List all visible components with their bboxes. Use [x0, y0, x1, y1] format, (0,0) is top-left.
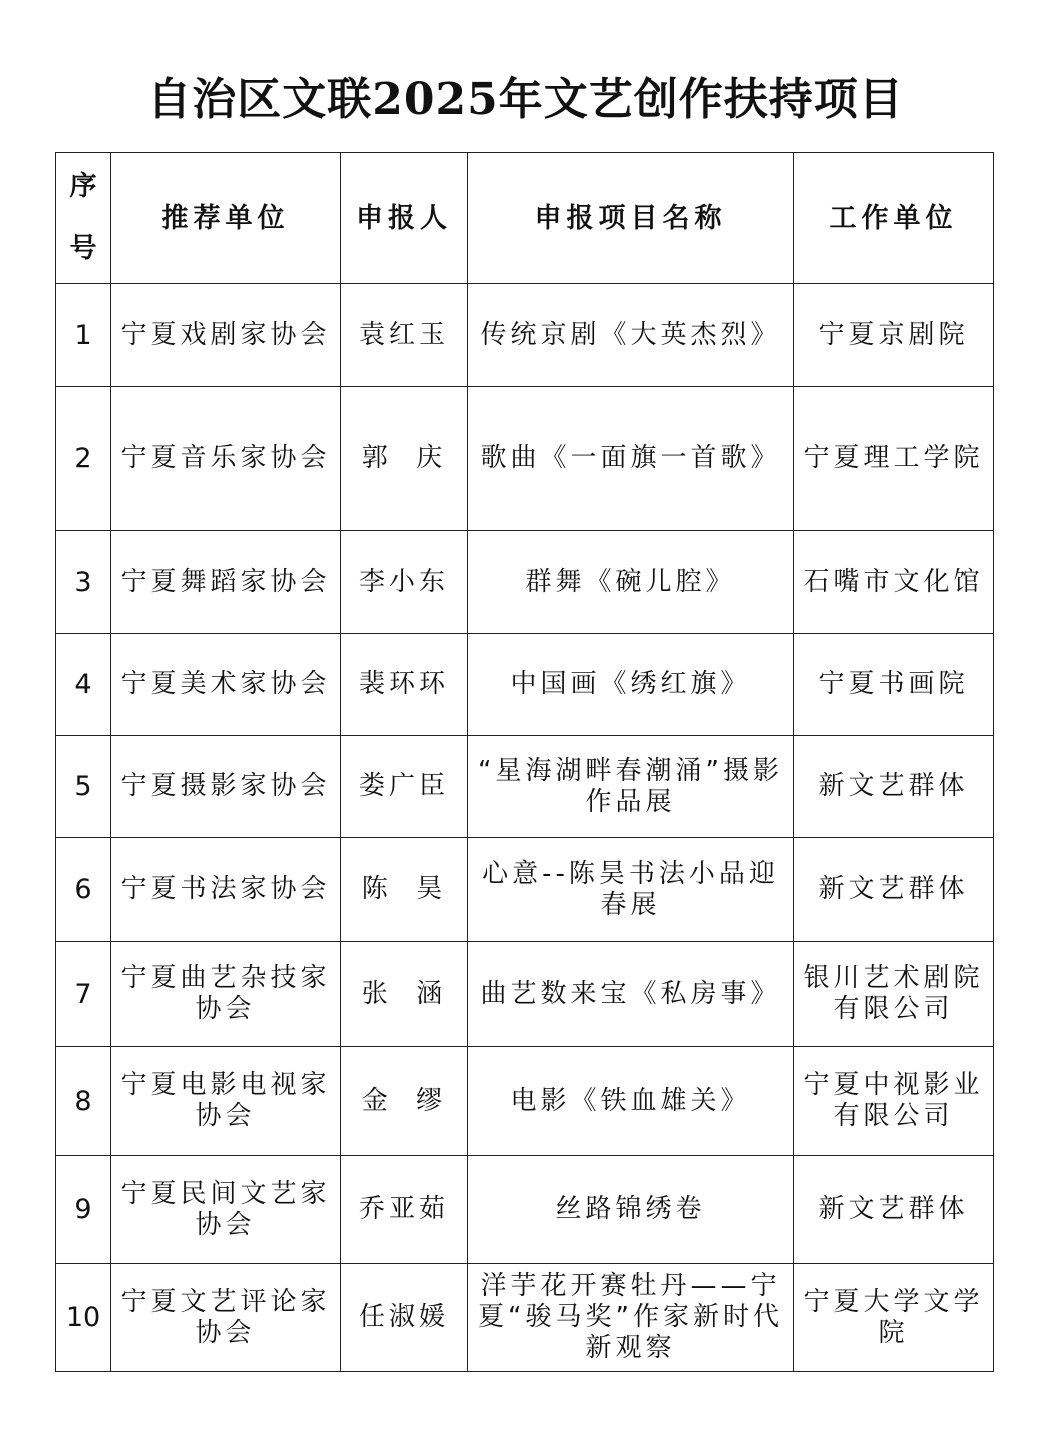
row-workplace: 宁夏理工学院 — [794, 387, 994, 531]
row-project: 洋芋花开赛牡丹——宁夏“骏马奖”作家新时代新观察 — [468, 1264, 794, 1372]
row-applicant: 任淑媛 — [341, 1264, 468, 1372]
row-index: 8 — [56, 1047, 111, 1156]
row-workplace: 宁夏京剧院 — [794, 284, 994, 387]
row-recommender: 宁夏美术家协会 — [111, 634, 341, 736]
row-applicant: 娄广臣 — [341, 736, 468, 838]
row-workplace: 新文艺群体 — [794, 838, 994, 942]
row-index: 9 — [56, 1156, 111, 1264]
table-row — [56, 387, 994, 531]
row-index: 1 — [56, 284, 111, 387]
row-recommender: 宁夏电影电视家协会 — [111, 1047, 341, 1156]
row-project: 传统京剧《大英杰烈》 — [468, 284, 794, 387]
row-applicant: 李小东 — [341, 531, 468, 634]
row-index: 3 — [56, 531, 111, 634]
table-row — [56, 1264, 994, 1372]
row-recommender: 宁夏戏剧家协会 — [111, 284, 341, 387]
table-row — [56, 1047, 994, 1156]
row-project: “星海湖畔春潮涌”摄影作品展 — [468, 736, 794, 838]
header-applicant: 申报人 — [341, 153, 468, 284]
header-project: 申报项目名称 — [468, 153, 794, 284]
row-project: 电影《铁血雄关》 — [468, 1047, 794, 1156]
row-workplace: 宁夏大学文学院 — [794, 1264, 994, 1372]
row-applicant: 乔亚茹 — [341, 1156, 468, 1264]
header-workplace: 工作单位 — [794, 153, 994, 284]
header-index: 序号 — [56, 153, 111, 284]
row-workplace: 宁夏中视影业有限公司 — [794, 1047, 994, 1156]
row-applicant: 郭 庆 — [341, 387, 468, 531]
table-row — [56, 284, 994, 387]
row-recommender: 宁夏音乐家协会 — [111, 387, 341, 531]
row-recommender: 宁夏曲艺杂技家协会 — [111, 942, 341, 1047]
table-row — [56, 634, 994, 736]
row-index: 2 — [56, 387, 111, 531]
page-title: 自治区文联2025年文艺创作扶持项目 — [147, 74, 904, 125]
row-project: 歌曲《一面旗一首歌》 — [468, 387, 794, 531]
row-applicant: 裴环环 — [341, 634, 468, 736]
row-project: 丝路锦绣卷 — [468, 1156, 794, 1264]
row-applicant: 张 涵 — [341, 942, 468, 1047]
row-project: 群舞《碗儿腔》 — [468, 531, 794, 634]
row-recommender: 宁夏舞蹈家协会 — [111, 531, 341, 634]
row-project: 心意--陈昊书法小品迎春展 — [468, 838, 794, 942]
table-row — [56, 838, 994, 942]
row-index: 10 — [56, 1264, 111, 1372]
row-index: 7 — [56, 942, 111, 1047]
row-index: 6 — [56, 838, 111, 942]
row-applicant: 陈 昊 — [341, 838, 468, 942]
table-header-row — [56, 153, 994, 284]
row-project: 中国画《绣红旗》 — [468, 634, 794, 736]
row-workplace: 宁夏书画院 — [794, 634, 994, 736]
row-project: 曲艺数来宝《私房事》 — [468, 942, 794, 1047]
row-index: 4 — [56, 634, 111, 736]
row-workplace: 银川艺术剧院有限公司 — [794, 942, 994, 1047]
table-row — [56, 1156, 994, 1264]
row-recommender: 宁夏摄影家协会 — [111, 736, 341, 838]
row-workplace: 石嘴市文化馆 — [794, 531, 994, 634]
table-row — [56, 531, 994, 634]
project-table — [55, 152, 994, 1372]
row-applicant: 袁红玉 — [341, 284, 468, 387]
table-row — [56, 736, 994, 838]
row-workplace: 新文艺群体 — [794, 736, 994, 838]
table-row — [56, 942, 994, 1047]
row-recommender: 宁夏书法家协会 — [111, 838, 341, 942]
row-workplace: 新文艺群体 — [794, 1156, 994, 1264]
row-recommender: 宁夏文艺评论家协会 — [111, 1264, 341, 1372]
header-recommender: 推荐单位 — [111, 153, 341, 284]
row-recommender: 宁夏民间文艺家协会 — [111, 1156, 341, 1264]
row-index: 5 — [56, 736, 111, 838]
row-applicant: 金 缪 — [341, 1047, 468, 1156]
